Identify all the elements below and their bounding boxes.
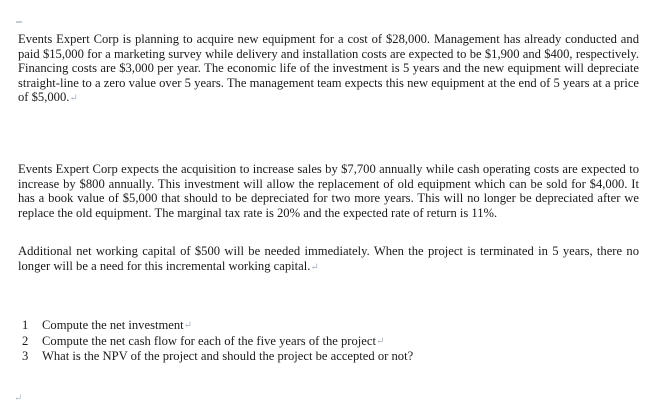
list-number: 2	[22, 333, 29, 348]
paragraph-text: Events Expert Corp is planning to acquire new equipment for a cost of $28,000. Management has already conducted and paid $15,000 for a marketing survey while delivery and installation costs are expected to be $1,900 and $400, respectively. Financing costs are $3,000 per year. The economic life of the investment is 5 years and the new equipment will depreciate straight-line to a zero value over 5 years. The management team expects this new equipment at the end of 5 years at a price of $5,000.	[18, 32, 639, 105]
paragraph-equipment-cost	[18, 32, 639, 107]
paragraph-mark-icon: ↵	[183, 320, 193, 331]
list-item	[22, 334, 622, 350]
list-item	[22, 349, 622, 365]
list-item	[22, 318, 622, 334]
paragraph-text: Additional net working capital of $500 will be needed immediately. When the project is terminated in 5 years, there no longer will be a need for this incremental working capital.	[18, 244, 639, 273]
list-text: Compute the net investment	[42, 318, 184, 332]
paragraph-mark-icon: ↵	[310, 261, 319, 273]
paragraph-text: Events Expert Corp expects the acquisition to increase sales by $7,700 annually while cash operating costs are expected to increase by $800 annually. This investment will allow the replacement of old equipment which can be sold for $4,000. It has a book value of $5,000 that should to be depreciated for two more years. This will no longer be depreciated after we replace the old equipment. The marginal tax rate is 20% and the expected rate of return is 11%.	[18, 162, 639, 220]
paragraph-working-capital	[18, 244, 639, 275]
list-number: 1	[22, 318, 29, 332]
list-text: What is the NPV of the project and should the project be accepted or not?	[42, 349, 414, 363]
paragraph-mark-icon: ↵	[375, 335, 385, 347]
list-text: Compute the net cash flow for each of the five years of the project	[42, 333, 376, 348]
paragraph-mark-icon: ↵	[69, 93, 78, 105]
paragraph-mark-icon: ↵	[14, 393, 23, 404]
paragraph-sales-impact	[18, 162, 639, 220]
list-number: 3	[22, 349, 29, 363]
question-list	[22, 318, 622, 365]
margin-tick	[16, 21, 22, 23]
